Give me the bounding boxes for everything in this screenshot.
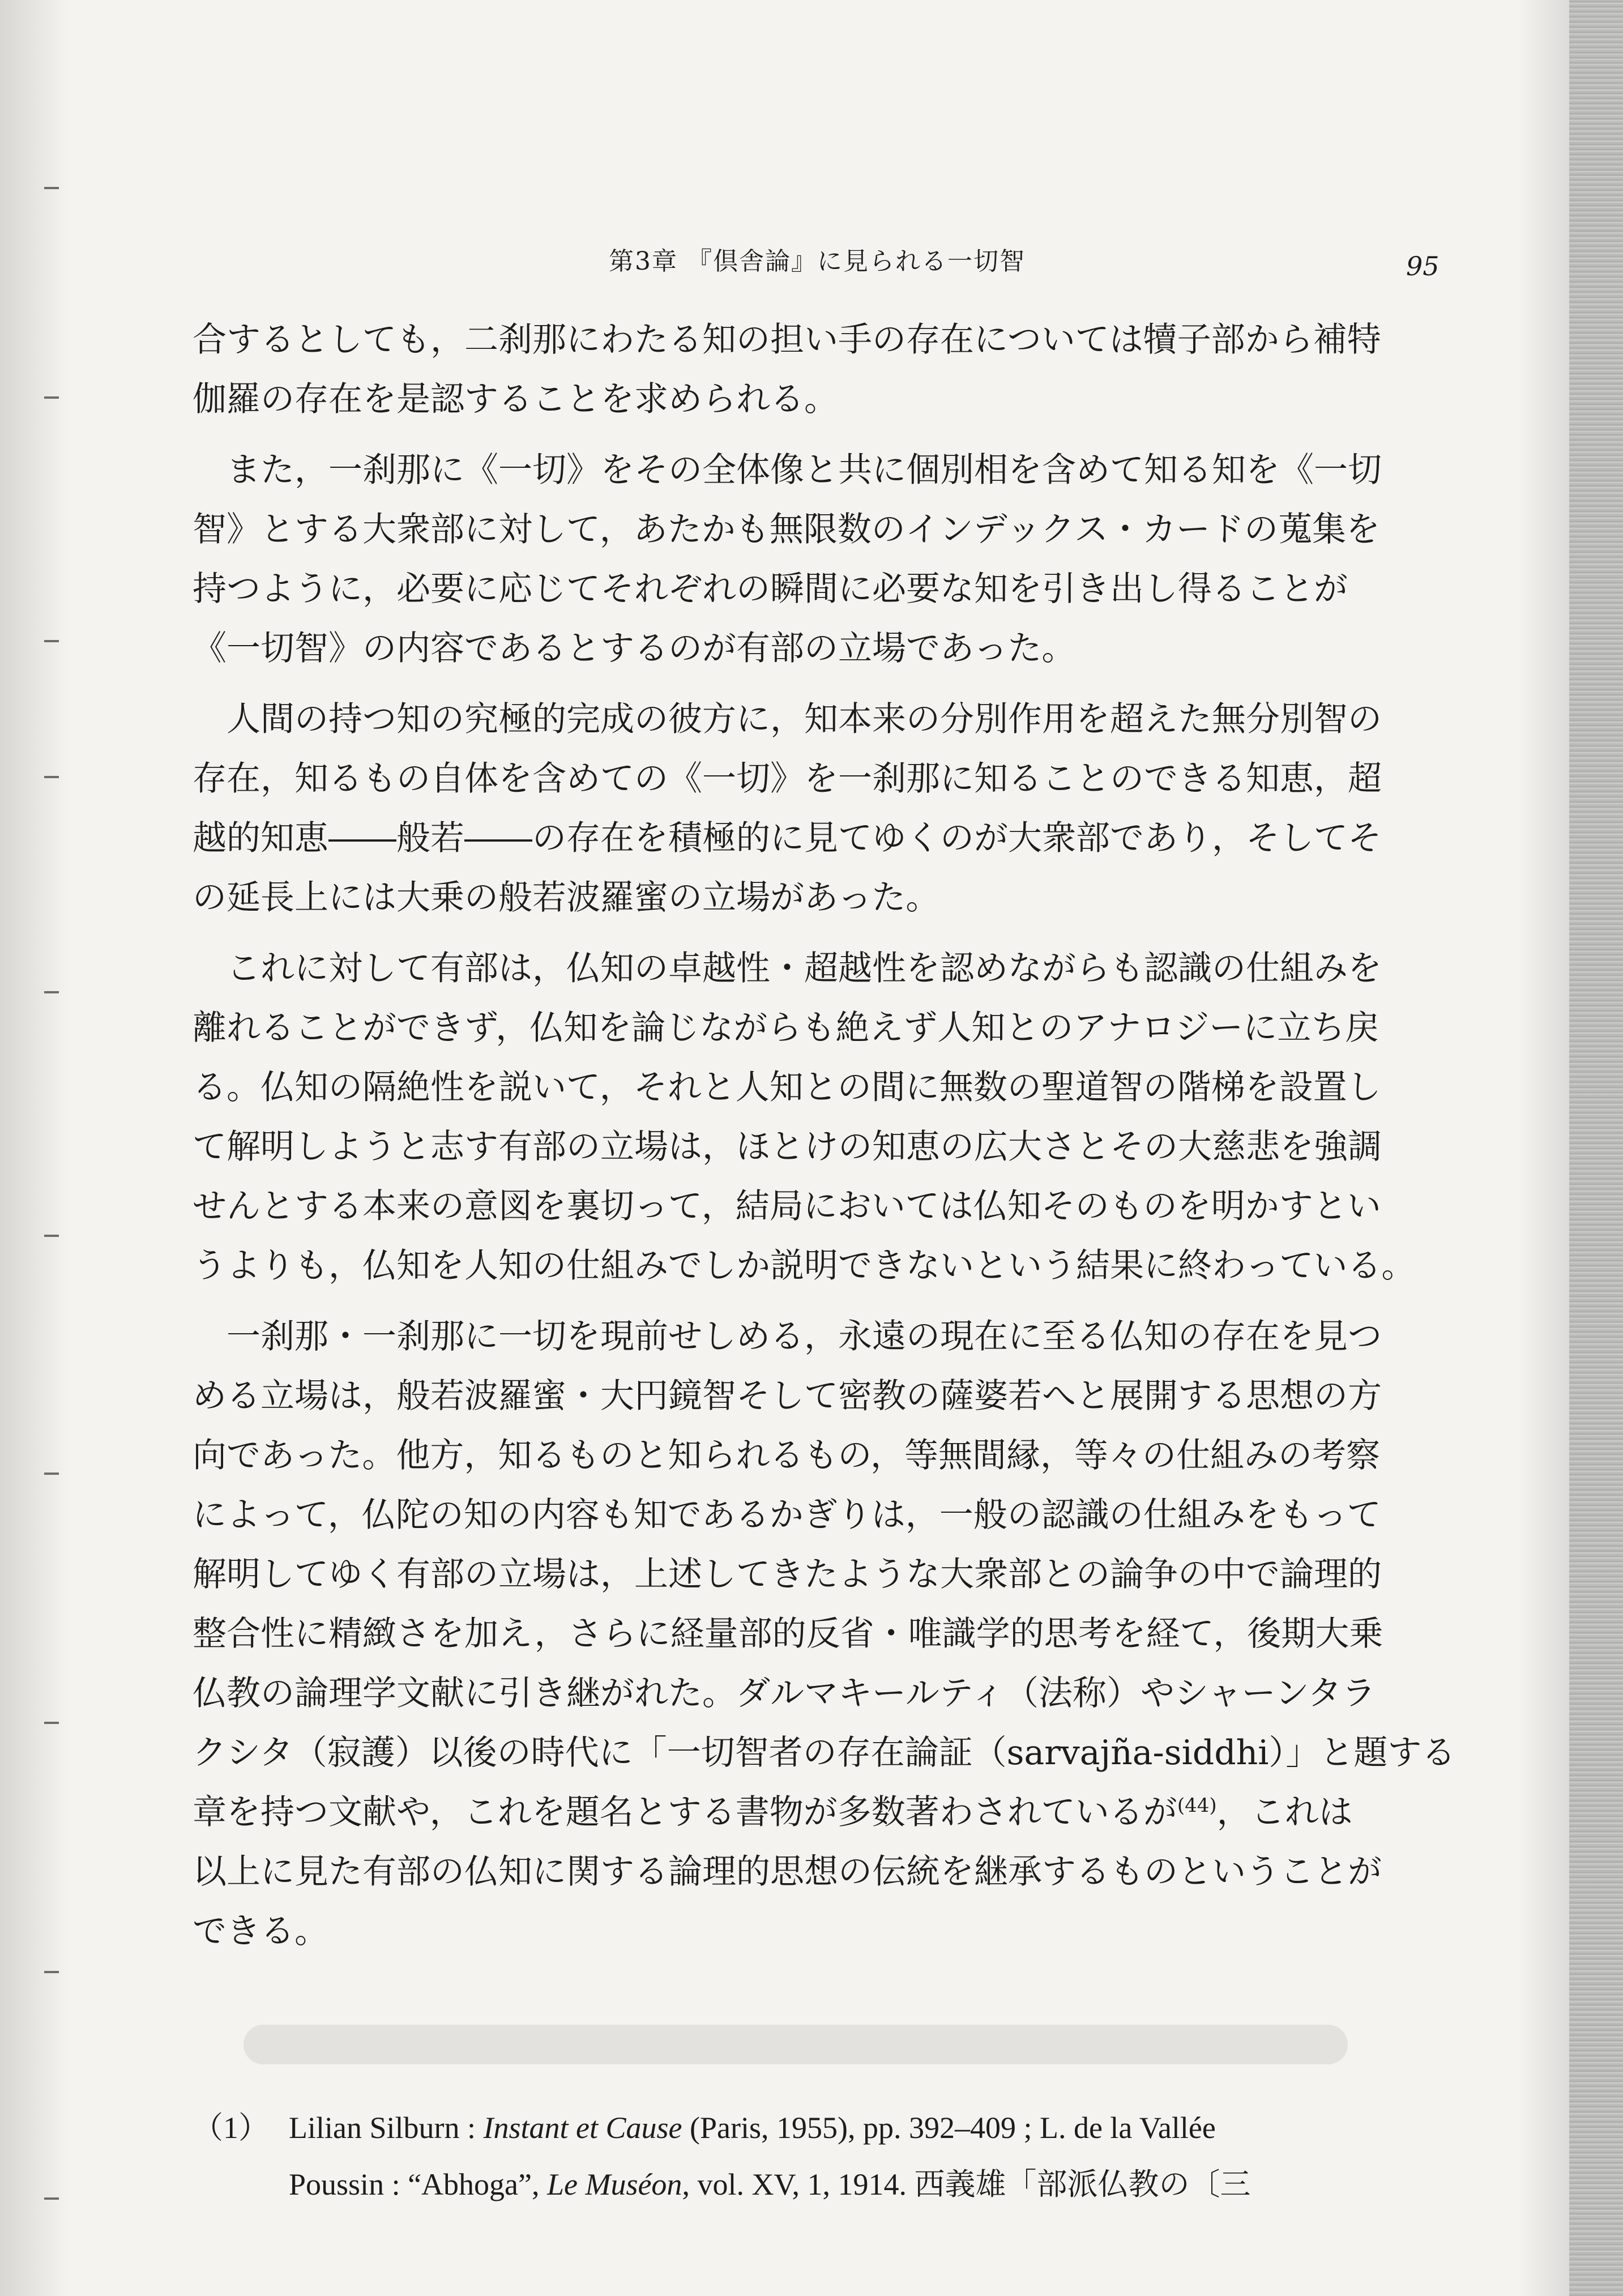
body-line: 整合性に精緻さを加え，さらに経量部的反省・唯識学的思考を経て，後期大乗 — [193, 1614, 1383, 1654]
body-line: て解明しようと志す有部の立場は，ほとけの知恵の広大さとその大慈悲を強調 — [193, 1127, 1382, 1167]
running-title: 第3章 『倶舎論』に見られる一切智 — [609, 247, 1026, 276]
body-line: 合するとしても，二刹那にわたる知の担い手の存在については犢子部から補特 — [193, 320, 1381, 360]
binding-mark — [44, 1722, 59, 1724]
body-line: によって，仏陀の知の内容も知であるかぎりは，一般の認識の仕組みをもって — [193, 1495, 1381, 1535]
scan-edge-right — [1569, 0, 1623, 2296]
body-line: 仏教の論理学文献に引き継がれた。ダルマキールティ（法称）やシャーンタラ — [193, 1674, 1376, 1713]
footnote-line-1 — [289, 2113, 1216, 2143]
body-line: 智》とする大衆部に対して，あたかも無限数のインデックス・カードの蒐集を — [193, 510, 1380, 549]
scan-edge-shadow — [1518, 0, 1569, 2296]
footnote-book-title: Instant et Cause — [483, 2111, 682, 2145]
body-line: の延長上には大乗の般若波羅蜜の立場があった。 — [193, 878, 940, 917]
body-line: 存在，知るもの自体を含めての《一切》を一刹那に知ることのできる知恵，超 — [193, 759, 1382, 799]
binding-mark — [44, 991, 59, 993]
binding-mark — [44, 640, 59, 642]
scan-smudge — [244, 2025, 1348, 2064]
page-number: 95 — [1406, 251, 1440, 281]
body-line: 解明してゆく有部の立場は，上述してきたような大衆部との論争の中で論理的 — [193, 1555, 1382, 1594]
body-line: うよりも，仏知を人知の仕組みでしか説明できないという結果に終わっている。 — [193, 1246, 1416, 1286]
body-line: できる。 — [193, 1911, 328, 1951]
body-line: 人間の持つ知の究極的完成の彼方に，知本来の分別作用を超えた無分別智の — [193, 699, 1382, 739]
footnote-author-2: Poussin : “Abhoga”, — [289, 2167, 547, 2201]
binding-mark — [44, 1473, 59, 1475]
body-line: 持つように，必要に応じてそれぞれの瞬間に必要な知を引き出し得ることが — [193, 569, 1348, 609]
body-line: クシタ（寂護）以後の時代に「一切智者の存在論証（sarvajña-siddhi）」と題する — [193, 1733, 1456, 1773]
body-line: また，一刹那に《一切》をその全体像と共に個別相を含めて知る知を《一切 — [193, 450, 1382, 490]
binding-mark — [44, 396, 59, 399]
body-line: 離れることができず，仏知を論じながらも絶えず人知とのアナロジーに立ち戻 — [193, 1008, 1379, 1048]
binding-mark — [44, 187, 59, 189]
body-line: これに対して有部は，仏知の卓越性・超越性を認めながらも認識の仕組みを — [193, 949, 1382, 988]
body-line: 越的知恵――般若――の存在を積極的に見てゆくのが大衆部であり，そしてそ — [193, 818, 1382, 858]
scan-edge-left — [0, 0, 68, 2296]
note-reference[interactable]: (44) — [1177, 1794, 1217, 1817]
footnote-citation-2: , vol. XV, 1, 1914. 西義雄「部派仏教の〔三 — [682, 2167, 1251, 2201]
footnote-journal: Le Muséon — [546, 2167, 682, 2201]
body-line-with-note — [193, 1793, 1353, 1832]
body-line: せんとする本来の意図を裏切って，結局においては仏知そのものを明かすとい — [193, 1187, 1381, 1226]
binding-mark — [44, 2197, 59, 2200]
body-line-tail: ，これは — [1216, 1793, 1353, 1832]
footnote-author: Lilian Silburn : — [289, 2111, 484, 2145]
body-line: 伽羅の存在を是認することを求められる。 — [193, 379, 838, 419]
body-line: める立場は，般若波羅蜜・大円鏡智そして密教の薩婆若へと展開する思想の方 — [193, 1376, 1382, 1416]
footnote-line-2 — [289, 2169, 1250, 2200]
body-line-text: 章を持つ文献や，これを題名とする書物が多数著わされているが — [193, 1793, 1177, 1832]
binding-mark — [44, 1971, 59, 1973]
footnote-number: （1） — [193, 2111, 269, 2145]
body-line: 《一切智》の内容であるとするのが有部の立場であった。 — [193, 629, 1076, 668]
binding-mark — [44, 776, 59, 778]
body-line: 以上に見た有部の仏知に関する論理的思想の伝統を継承するものということが — [193, 1852, 1382, 1892]
body-line: 向であった。他方，知るものと知られるもの，等無間縁，等々の仕組みの考察 — [193, 1436, 1380, 1475]
binding-mark — [44, 1235, 59, 1237]
body-line: る。仏知の隔絶性を説いて，それと人知との間に無数の聖道智の階梯を設置し — [193, 1068, 1381, 1107]
body-line: 一刹那・一刹那に一切を現前せしめる，永遠の現在に至る仏知の存在を見つ — [193, 1317, 1382, 1356]
footnote-citation: (Paris, 1955), pp. 392–409 ; L. de la Vallée — [682, 2111, 1216, 2145]
